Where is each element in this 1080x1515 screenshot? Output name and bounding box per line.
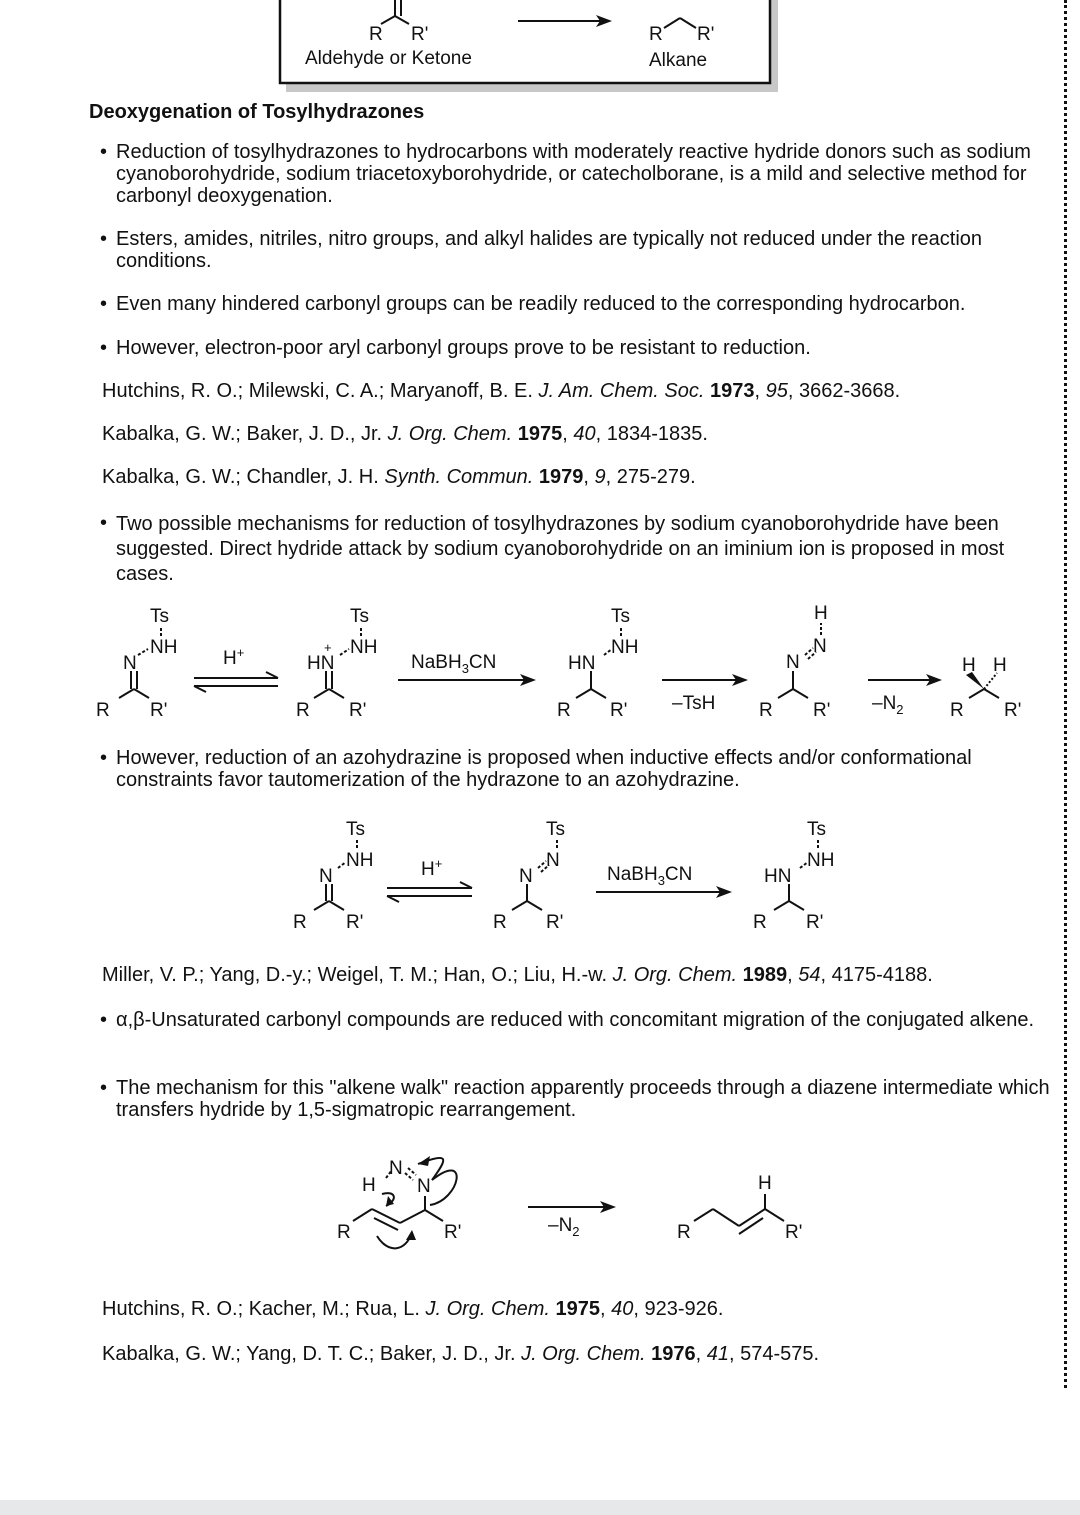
bullet-text: α,β-Unsaturated carbonyl compounds are reduced with concomitant migration of the conjugated alkene. bbox=[116, 1009, 1035, 1031]
s1-rp: R' bbox=[150, 700, 168, 721]
s2-hn: HN bbox=[307, 653, 335, 674]
p-r: R bbox=[677, 1222, 691, 1243]
reference-citation: Hutchins, R. O.; Kacher, M.; Rua, L. J. Org. Chem. 1975, 40, 923-926. bbox=[102, 1298, 724, 1320]
top-r-right: R bbox=[649, 24, 663, 45]
s3-hn: HN bbox=[568, 653, 596, 674]
a1-r: R bbox=[293, 912, 307, 933]
a3-ts: Ts bbox=[807, 819, 826, 840]
s4-n-top: N bbox=[813, 636, 827, 657]
s5-h2: H bbox=[993, 655, 1007, 676]
w-rp: R' bbox=[444, 1222, 462, 1243]
s1-nh: NH bbox=[150, 637, 178, 658]
reagent-label-1: NaBH$_3$CN bbox=[411, 652, 497, 676]
s1-r: R bbox=[96, 700, 110, 721]
w-n: N bbox=[417, 1176, 431, 1197]
a2-r: R bbox=[493, 912, 507, 933]
h-plus-2: H+ bbox=[421, 856, 443, 880]
reference-citation: Kabalka, G. W.; Chandler, J. H. Synth. Commun. 1979, 9, 275-279. bbox=[102, 466, 696, 488]
bullet-dot: • bbox=[100, 1077, 108, 1099]
top-r-left: R bbox=[369, 24, 383, 45]
reagent-label-2: NaBH$_3$CN bbox=[607, 864, 693, 888]
s3-ts: Ts bbox=[611, 606, 630, 627]
s2-plus: + bbox=[324, 640, 332, 655]
bullet-text: Even many hindered carbonyl groups can be readily reduced to the corresponding hydrocarbon. bbox=[116, 293, 966, 315]
s4-n: N bbox=[786, 652, 800, 673]
a3-rp: R' bbox=[806, 912, 824, 933]
s2-ts: Ts bbox=[350, 606, 369, 627]
a1-nh: NH bbox=[346, 850, 374, 871]
s3-rp: R' bbox=[610, 700, 628, 721]
a2-n-top: N bbox=[546, 850, 560, 871]
s4-h: H bbox=[814, 603, 828, 624]
a3-nh: NH bbox=[807, 850, 835, 871]
bullet-text: Reduction of tosylhydrazones to hydrocarbons with moderately reactive hydride donors such as sodium cyanoborohydride, sodium triacetoxyborohydride, or catecholborane, is a mild and selective method for carbonyl deoxygenation. bbox=[116, 141, 1031, 207]
h-plus-1: H+ bbox=[223, 645, 245, 669]
s5-h1: H bbox=[962, 655, 976, 676]
bullet-text: Two possible mechanisms for reduction of tosylhydrazones by sodium cyanoborohydride have been suggested. Direct hydride attack by sodium cyanoborohydride on an iminium ion is proposed in most cases. bbox=[116, 513, 1005, 585]
reference-citation: Kabalka, G. W.; Baker, J. D., Jr. J. Org. Chem. 1975, 40, 1834-1835. bbox=[102, 423, 708, 445]
minus-tsh-label: –TsH bbox=[672, 693, 716, 714]
bullet-text: However, electron-poor aryl carbonyl groups prove to be resistant to reduction. bbox=[116, 337, 811, 359]
minus-n2-label-1: $-N_2$ bbox=[872, 693, 904, 717]
a2-ts: Ts bbox=[546, 819, 565, 840]
s3-nh: NH bbox=[611, 637, 639, 658]
s4-r: R bbox=[759, 700, 773, 721]
p-rp: R' bbox=[785, 1222, 803, 1243]
w-h: H bbox=[362, 1175, 376, 1196]
s2-rp: R' bbox=[349, 700, 367, 721]
s4-rp: R' bbox=[813, 700, 831, 721]
bullet-dot: • bbox=[100, 293, 108, 315]
bullet-text: Esters, amides, nitriles, nitro groups, and alkyl halides are typically not reduced under the reaction conditions. bbox=[116, 228, 983, 272]
s1-ts: Ts bbox=[150, 606, 169, 627]
top-rp-right: R' bbox=[697, 24, 715, 45]
a1-rp: R' bbox=[346, 912, 364, 933]
bullet-dot: • bbox=[100, 141, 108, 163]
s3-r: R bbox=[557, 700, 571, 721]
s5-r: R bbox=[950, 700, 964, 721]
alkane-label: Alkane bbox=[649, 50, 708, 71]
minus-n2-label-2: $-N_2$ bbox=[548, 1215, 580, 1239]
a1-n: N bbox=[319, 866, 333, 887]
s5-rp: R' bbox=[1004, 700, 1022, 721]
bullet-dot: • bbox=[100, 1009, 108, 1031]
a3-hn: HN bbox=[764, 866, 792, 887]
p-h: H bbox=[758, 1173, 772, 1194]
a3-r: R bbox=[753, 912, 767, 933]
w-n-top: N bbox=[389, 1158, 403, 1179]
reference-citation: Hutchins, R. O.; Milewski, C. A.; Maryanoff, B. E. J. Am. Chem. Soc. 1973, 95, 3662-3668. bbox=[102, 380, 901, 402]
reference-citation: Kabalka, G. W.; Yang, D. T. C.; Baker, J. D., Jr. J. Org. Chem. 1976, 41, 574-575. bbox=[102, 1343, 820, 1365]
a1-ts: Ts bbox=[346, 819, 365, 840]
bullet-text: The mechanism for this "alkene walk" reaction apparently proceeds through a diazene intermediate which transfers hydride by 1,5-sigmatropic rearrangement. bbox=[116, 1077, 1050, 1121]
bullet-dot: • bbox=[100, 747, 108, 769]
reference-citation: Miller, V. P.; Yang, D.-y.; Weigel, T. M.; Han, O.; Liu, H.-w. J. Org. Chem. 1989, 54, 4175-4188. bbox=[102, 964, 933, 986]
bullet-dot: • bbox=[100, 228, 108, 250]
bullet-dot: • bbox=[100, 337, 108, 359]
s2-nh: NH bbox=[350, 637, 378, 658]
section-heading: Deoxygenation of Tosylhydrazones bbox=[89, 101, 425, 123]
page-footer-bar bbox=[0, 1500, 1080, 1515]
top-rp-left: R' bbox=[411, 24, 429, 45]
s2-r: R bbox=[296, 700, 310, 721]
bullet-dot: • bbox=[100, 512, 108, 534]
w-r: R bbox=[337, 1222, 351, 1243]
a2-rp: R' bbox=[546, 912, 564, 933]
a2-n: N bbox=[519, 866, 533, 887]
s1-n: N bbox=[123, 653, 137, 674]
aldehyde-ketone-label: Aldehyde or Ketone bbox=[305, 48, 472, 69]
bullet-text: However, reduction of an azohydrazine is proposed when inductive effects and/or conformational constraints favor tautomerization of the hydrazone to an azohydrazine. bbox=[116, 747, 972, 791]
